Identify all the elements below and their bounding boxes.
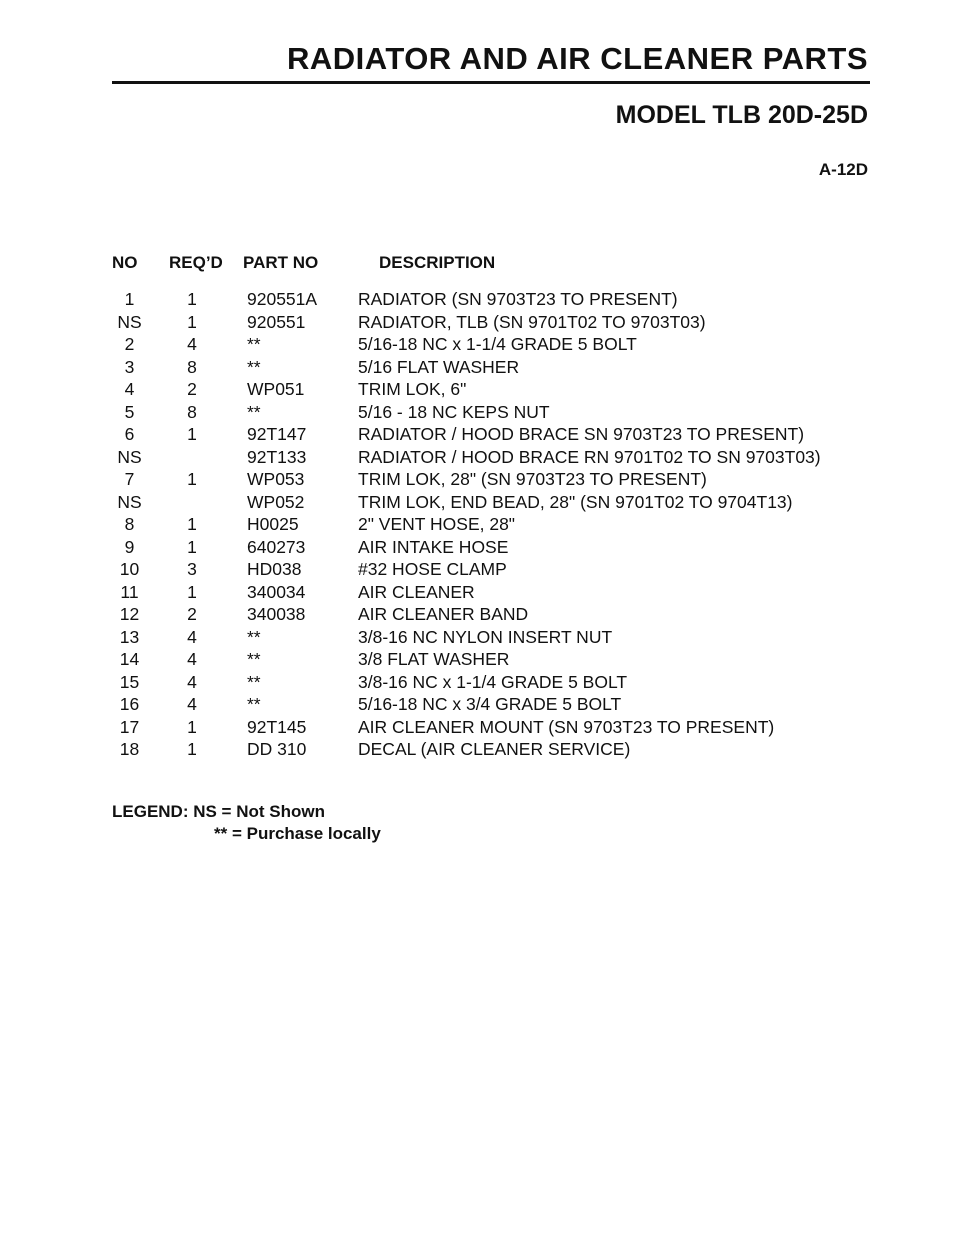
row-no: NS bbox=[117, 446, 142, 467]
row-description: 5/16-18 NC x 1-1/4 GRADE 5 BOLT bbox=[358, 334, 637, 354]
table-row bbox=[0, 447, 954, 470]
table-row bbox=[0, 649, 954, 672]
row-reqd: 1 bbox=[187, 311, 197, 332]
row-description: RADIATOR, TLB (SN 9701T02 TO 9703T03) bbox=[358, 311, 706, 332]
table-row bbox=[0, 537, 954, 560]
row-reqd: 1 bbox=[187, 716, 197, 737]
table-row bbox=[0, 717, 954, 740]
row-description: DECAL (AIR CLEANER SERVICE) bbox=[358, 739, 631, 759]
row-reqd: 1 bbox=[187, 469, 197, 489]
table-row bbox=[0, 582, 954, 605]
row-reqd: 8 bbox=[187, 401, 197, 422]
table-row bbox=[0, 672, 954, 695]
row-no: 7 bbox=[124, 469, 135, 489]
table-row bbox=[0, 492, 954, 515]
row-part-no: ** bbox=[247, 356, 261, 377]
row-part-no: 92T133 bbox=[247, 446, 307, 467]
row-part-no: ** bbox=[247, 649, 261, 669]
column-header-no: NO bbox=[112, 253, 138, 272]
legend-purchase-locally: ** = Purchase locally bbox=[214, 824, 381, 843]
row-reqd: 3 bbox=[187, 559, 197, 579]
row-description: AIR CLEANER BAND bbox=[358, 604, 529, 624]
row-no: 2 bbox=[124, 334, 135, 354]
table-row bbox=[0, 289, 954, 312]
row-no: 13 bbox=[119, 626, 140, 647]
column-header-part-no: PART NO bbox=[243, 253, 319, 272]
row-description: RADIATOR / HOOD BRACE SN 9703T23 TO PRESENT) bbox=[358, 424, 805, 444]
row-reqd: 1 bbox=[187, 424, 197, 444]
row-part-no: WP051 bbox=[247, 379, 305, 399]
row-description: 3/8-16 NC NYLON INSERT NUT bbox=[358, 626, 613, 647]
row-reqd: 1 bbox=[187, 581, 197, 602]
row-description: RADIATOR (SN 9703T23 TO PRESENT) bbox=[358, 289, 678, 309]
row-reqd: 4 bbox=[187, 649, 197, 669]
row-reqd: 1 bbox=[187, 514, 197, 534]
row-description: AIR CLEANER MOUNT (SN 9703T23 TO PRESENT) bbox=[358, 716, 775, 737]
table-row bbox=[0, 694, 954, 717]
row-no: 5 bbox=[124, 401, 135, 422]
table-row bbox=[0, 379, 954, 402]
page-reference: A-12D bbox=[818, 160, 868, 179]
row-part-no: ** bbox=[247, 626, 261, 647]
row-part-no: 92T145 bbox=[247, 716, 307, 737]
row-no: 15 bbox=[119, 671, 140, 692]
row-no: 3 bbox=[124, 356, 135, 377]
row-part-no: 340038 bbox=[247, 604, 306, 624]
row-no: 8 bbox=[124, 514, 135, 534]
row-description: 5/16 FLAT WASHER bbox=[358, 356, 520, 377]
row-no: 4 bbox=[124, 379, 135, 399]
row-description: #32 HOSE CLAMP bbox=[358, 559, 507, 579]
row-part-no: ** bbox=[247, 401, 261, 422]
title-divider bbox=[112, 81, 870, 84]
table-row bbox=[0, 559, 954, 582]
row-part-no: ** bbox=[247, 334, 261, 354]
row-part-no: 92T147 bbox=[247, 424, 307, 444]
parts-table bbox=[0, 289, 954, 762]
row-no: 10 bbox=[119, 559, 140, 579]
row-description: TRIM LOK, END BEAD, 28" (SN 9701T02 TO 9704T13) bbox=[358, 491, 793, 512]
row-reqd: 4 bbox=[187, 694, 197, 714]
row-no: NS bbox=[117, 491, 142, 512]
row-no: 18 bbox=[119, 739, 140, 759]
row-reqd: 2 bbox=[187, 379, 197, 399]
row-description: 5/16 - 18 NC KEPS NUT bbox=[358, 401, 550, 422]
row-part-no: ** bbox=[247, 671, 261, 692]
row-description: 2" VENT HOSE, 28" bbox=[358, 514, 516, 534]
row-part-no: 920551A bbox=[247, 289, 318, 309]
row-part-no: DD 310 bbox=[247, 739, 307, 759]
row-no: 12 bbox=[119, 604, 140, 624]
row-reqd: 4 bbox=[187, 334, 197, 354]
table-row bbox=[0, 627, 954, 650]
table-row bbox=[0, 514, 954, 537]
row-part-no: WP052 bbox=[247, 491, 305, 512]
table-row bbox=[0, 402, 954, 425]
row-no: 17 bbox=[119, 716, 140, 737]
row-description: AIR CLEANER bbox=[358, 581, 475, 602]
column-header-description: DESCRIPTION bbox=[379, 253, 496, 272]
row-part-no: 340034 bbox=[247, 581, 306, 602]
row-no: 11 bbox=[120, 581, 139, 602]
model-title: MODEL TLB 20D-25D bbox=[615, 101, 868, 129]
row-no: 14 bbox=[119, 649, 140, 669]
row-description: TRIM LOK, 28" (SN 9703T23 TO PRESENT) bbox=[358, 469, 707, 489]
row-part-no: ** bbox=[247, 694, 261, 714]
table-row bbox=[0, 469, 954, 492]
row-no: NS bbox=[117, 311, 142, 332]
row-description: 5/16-18 NC x 3/4 GRADE 5 BOLT bbox=[358, 694, 622, 714]
row-part-no: 640273 bbox=[247, 536, 306, 557]
row-description: TRIM LOK, 6" bbox=[358, 379, 467, 399]
column-header-reqd: REQ’D bbox=[169, 253, 223, 272]
page-title: RADIATOR AND AIR CLEANER PARTS bbox=[286, 41, 868, 76]
row-description: 3/8 FLAT WASHER bbox=[358, 649, 510, 669]
row-reqd: 2 bbox=[187, 604, 197, 624]
table-row bbox=[0, 334, 954, 357]
row-description: RADIATOR / HOOD BRACE RN 9701T02 TO SN 9703T03) bbox=[358, 446, 821, 467]
row-reqd: 1 bbox=[187, 289, 197, 309]
table-row bbox=[0, 424, 954, 447]
row-no: 9 bbox=[124, 536, 135, 557]
row-reqd: 4 bbox=[187, 671, 197, 692]
row-part-no: WP053 bbox=[247, 469, 305, 489]
row-part-no: 920551 bbox=[247, 311, 306, 332]
row-no: 16 bbox=[119, 694, 140, 714]
row-no: 1 bbox=[124, 289, 135, 309]
table-row bbox=[0, 604, 954, 627]
legend-not-shown: LEGEND: NS = Not Shown bbox=[112, 802, 325, 821]
row-no: 6 bbox=[124, 424, 135, 444]
row-description: 3/8-16 NC x 1-1/4 GRADE 5 BOLT bbox=[358, 671, 628, 692]
table-row bbox=[0, 312, 954, 335]
row-part-no: HD038 bbox=[247, 559, 302, 579]
table-row bbox=[0, 357, 954, 380]
row-reqd: 8 bbox=[187, 356, 197, 377]
row-description: AIR INTAKE HOSE bbox=[358, 536, 509, 557]
row-reqd: 1 bbox=[187, 536, 197, 557]
row-reqd: 1 bbox=[187, 739, 197, 759]
row-part-no: H0025 bbox=[247, 514, 299, 534]
table-row bbox=[0, 739, 954, 762]
row-reqd: 4 bbox=[187, 626, 197, 647]
